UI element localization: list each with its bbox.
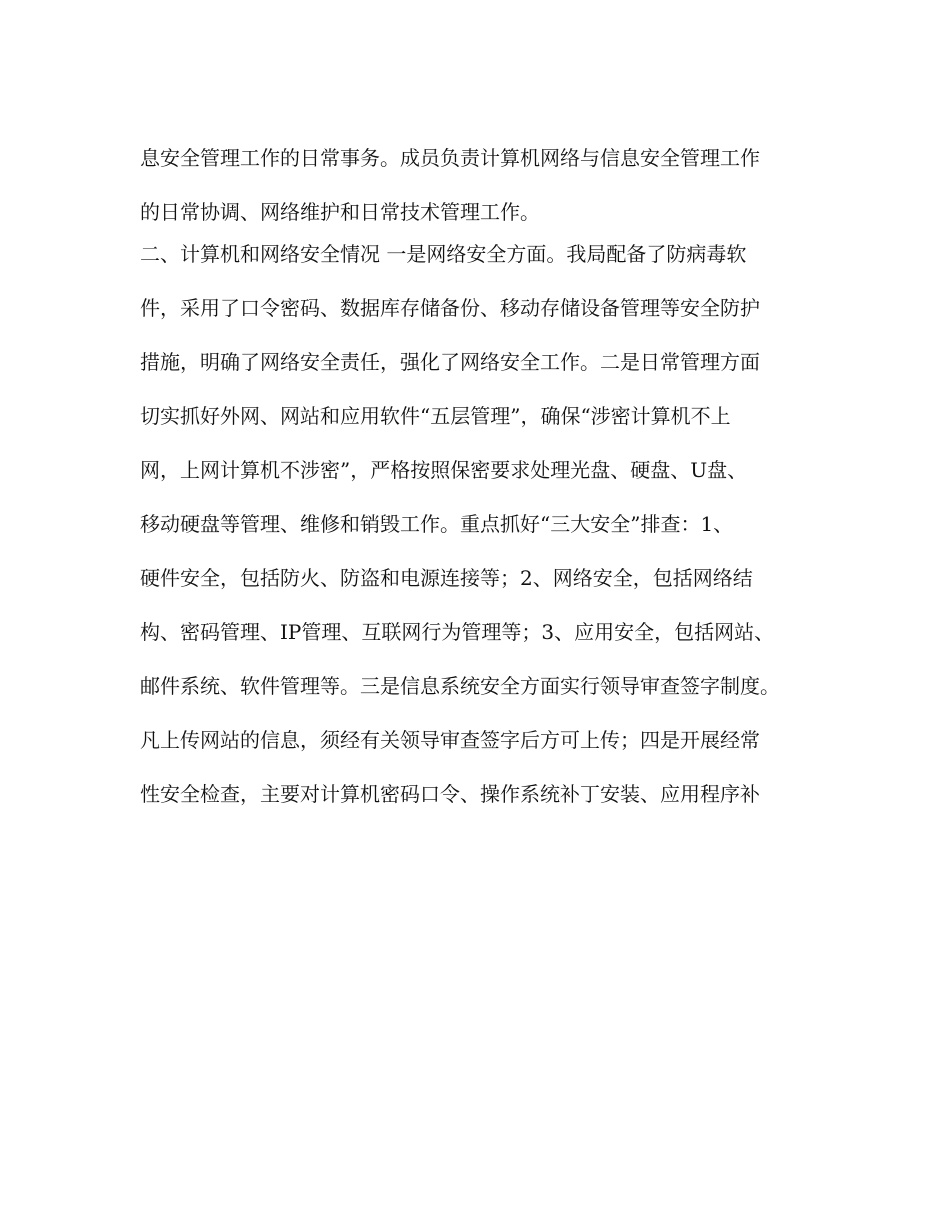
text-line: 凡上传网站的信息，须经有关领导审查签字后方可上传；四是开展经常 xyxy=(140,728,760,752)
text-line: 邮件系统、软件管理等。三是信息系统安全方面实行领导审查签字制度。 xyxy=(140,674,780,698)
text-line: 构、密码管理、IP管理、互联网行为管理等；3、应用安全，包括网站、 xyxy=(140,620,775,644)
text-line: 息安全管理工作的日常事务。成员负责计算机网络与信息安全管理工作 xyxy=(140,146,760,170)
text-line: 网，上网计算机不涉密”，严格按照保密要求处理光盘、硬盘、U盘、 xyxy=(140,458,748,482)
text-line: 件，采用了口令密码、数据库存储备份、移动存储设备管理等安全防护 xyxy=(140,296,760,320)
text-line: 措施，明确了网络安全责任，强化了网络安全工作。二是日常管理方面 xyxy=(140,350,760,374)
text-line: 移动硬盘等管理、维修和销毁工作。重点抓好“三大安全”排查：1、 xyxy=(140,512,734,536)
body-text xyxy=(140,138,830,828)
text-line: 性安全检查，主要对计算机密码口令、操作系统补丁安装、应用程序补 xyxy=(140,782,760,806)
text-line: 二、计算机和网络安全情况 一是网络安全方面。我局配备了防病毒软 xyxy=(140,242,747,266)
text-line: 的日常协调、网络维护和日常技术管理工作。 xyxy=(140,200,540,224)
text-line: 硬件安全，包括防火、防盗和电源连接等；2、网络安全，包括网络结 xyxy=(140,566,753,590)
text-line: 切实抓好外网、网站和应用软件“五层管理”，确保“涉密计算机不上 xyxy=(140,404,731,428)
